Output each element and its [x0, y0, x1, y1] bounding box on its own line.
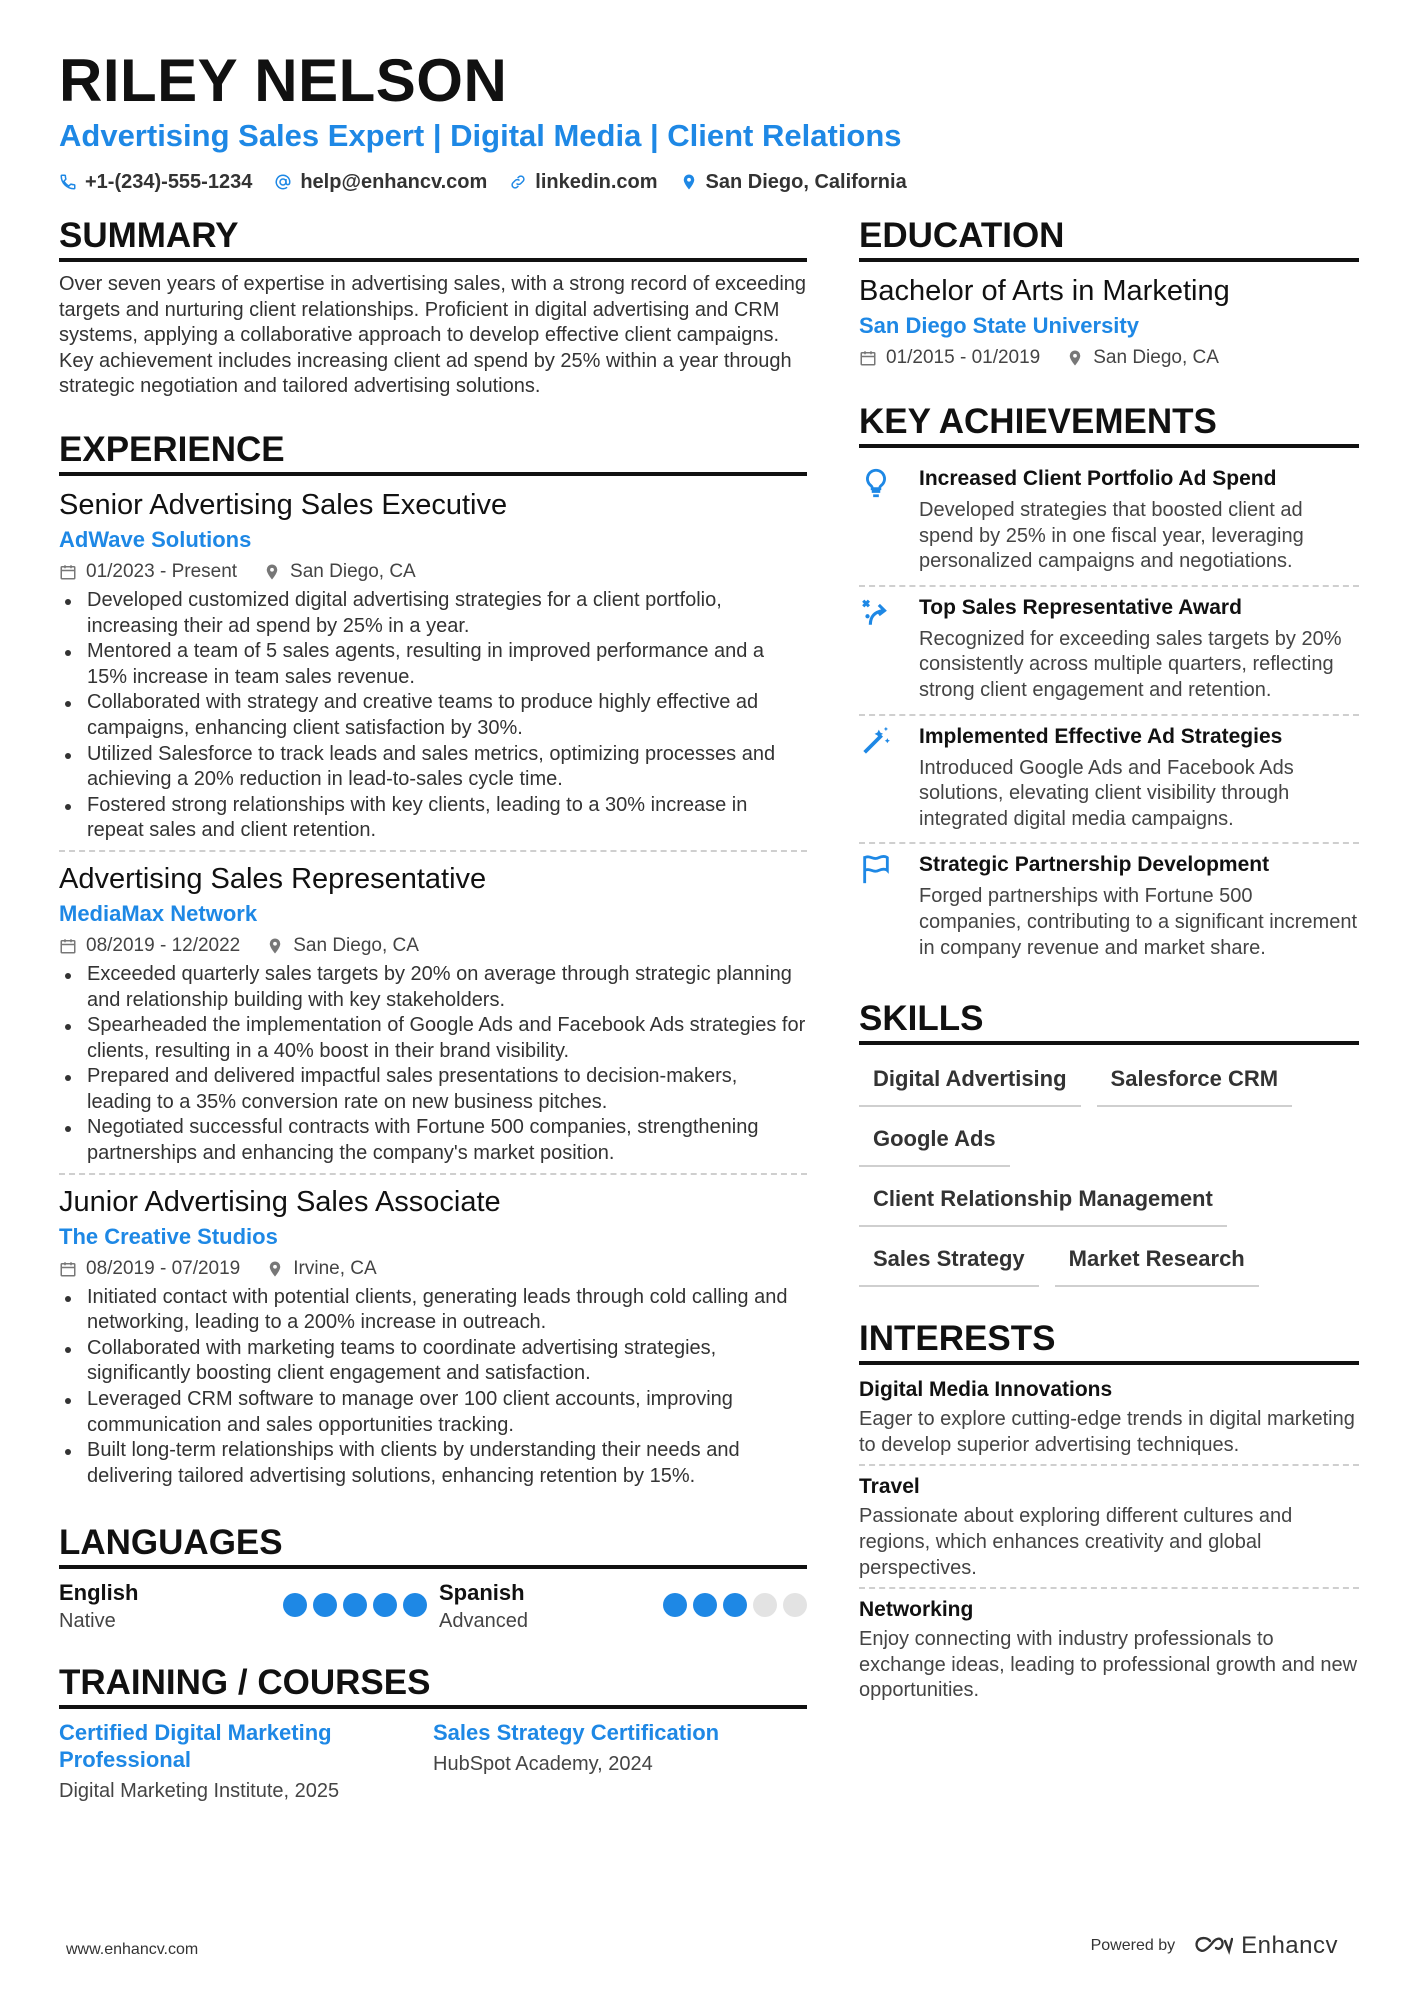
lightbulb-icon	[859, 466, 893, 500]
language-name: English	[59, 1580, 139, 1606]
achievement-item	[859, 458, 1359, 587]
calendar-icon	[59, 563, 77, 581]
job-location-text: Irvine, CA	[293, 1257, 377, 1279]
brand-name: Enhancv	[1241, 1932, 1338, 1959]
course-title: Certified Digital Marketing Professional	[59, 1720, 332, 1773]
achievement-title: Top Sales Representative Award	[919, 595, 1242, 619]
job-meta	[59, 558, 807, 586]
rating-dot-empty	[753, 1593, 777, 1617]
job-company: MediaMax Network	[59, 900, 258, 926]
candidate-headline: Advertising Sales Expert | Digital Media | Client Relations	[59, 118, 902, 153]
summary-text: Over seven years of expertise in advertising sales, with a strong record of exceeding targets and nurturing client relationships. Proficient in digital advertising and CRM systems, applying a collaborative approach to develop effective client campaigns. Key achievement includes increasing client ad spend by 25% within a year through strategic negotiation and tailored advertising solutions.	[59, 273, 807, 398]
location-pin-icon	[266, 1260, 284, 1278]
achievement-desc: Developed strategies that boosted client ad spend by 25% in one fiscal year, leveraging personalized campaigns and negotiations.	[919, 499, 1304, 573]
language-item	[433, 1579, 807, 1635]
rating-dot-filled	[723, 1593, 747, 1617]
link-icon	[509, 173, 527, 191]
footer-website[interactable]: www.enhancv.com	[66, 1941, 199, 1958]
achievement-desc: Introduced Google Ads and Facebook Ads solutions, elevating client visibility through integrated digital media campaigns.	[919, 756, 1294, 830]
course-provider: Digital Marketing Institute, 2025	[59, 1780, 340, 1803]
skills-section	[859, 997, 1359, 1287]
job-title: Senior Advertising Sales Executive	[59, 488, 508, 521]
achievements-title: KEY ACHIEVEMENTS	[859, 400, 1359, 448]
achievement-item	[859, 716, 1359, 845]
job-dates	[59, 558, 237, 586]
interest-title: Travel	[859, 1475, 920, 1499]
job-entry	[59, 1183, 807, 1496]
bullet-item: Collaborated with strategy and creative teams to produce highly effective ad campaigns, enhancing client satisfaction by 30%.	[59, 690, 807, 741]
job-entry	[59, 860, 807, 1175]
job-company: AdWave Solutions	[59, 526, 252, 552]
achievements-section	[859, 400, 1359, 971]
education-dates	[859, 344, 1040, 372]
summary-section	[59, 214, 807, 400]
training-section	[59, 1661, 807, 1805]
bullet-item: Spearheaded the implementation of Google Ads and Facebook Ads strategies for clients, resulting in a 40% boost in their brand visibility.	[59, 1013, 807, 1064]
language-level: Native	[59, 1610, 116, 1633]
contact-linkedin[interactable]	[509, 168, 657, 196]
job-location	[266, 932, 419, 960]
phone-icon	[59, 173, 77, 191]
skills-list	[859, 1055, 1359, 1287]
bullet-item: Initiated contact with potential clients, generating leads through cold calling and networking, leading to a 200% increase in outreach.	[59, 1285, 807, 1336]
skill-tag: Market Research	[1055, 1235, 1259, 1287]
interest-desc: Eager to explore cutting-edge trends in digital marketing to develop superior advertising techniques.	[859, 1408, 1355, 1456]
job-title: Junior Advertising Sales Associate	[59, 1185, 501, 1218]
education-dates-text: 01/2015 - 01/2019	[886, 347, 1041, 368]
job-dates-text: 08/2019 - 12/2022	[86, 934, 241, 956]
at-icon	[274, 173, 292, 191]
language-rating	[283, 1579, 427, 1635]
job-location	[263, 558, 416, 586]
bullet-item: Mentored a team of 5 sales agents, resulting in improved performance and a 15% increase in team sales revenue.	[59, 639, 807, 690]
enhancv-logo-icon	[1193, 1935, 1233, 1957]
job-location	[266, 1255, 376, 1283]
job-dates-text: 08/2019 - 07/2019	[86, 1257, 241, 1279]
rating-dot-filled	[693, 1593, 717, 1617]
language-rating	[663, 1579, 807, 1635]
interest-desc: Enjoy connecting with industry professionals to exchange ideas, leading to professional growth and new opportunities.	[859, 1628, 1358, 1702]
skill-tag: Client Relationship Management	[859, 1175, 1227, 1227]
skills-title: SKILLS	[859, 997, 1359, 1045]
calendar-icon	[859, 349, 877, 367]
rating-dot-filled	[663, 1593, 687, 1617]
course-provider: HubSpot Academy, 2024	[433, 1753, 653, 1776]
skill-tag: Digital Advertising	[859, 1055, 1081, 1107]
language-name: Spanish	[439, 1580, 525, 1606]
education-location	[1066, 344, 1219, 372]
job-meta	[59, 932, 807, 960]
job-entry	[59, 486, 807, 852]
location-pin-icon	[266, 937, 284, 955]
rating-dot-filled	[313, 1593, 337, 1617]
languages-section	[59, 1521, 807, 1635]
achievement-item	[859, 844, 1359, 971]
experience-section	[59, 428, 807, 1495]
education-meta	[859, 344, 1359, 372]
skill-tag: Salesforce CRM	[1097, 1055, 1293, 1107]
interest-item	[859, 1375, 1359, 1466]
education-degree: Bachelor of Arts in Marketing	[859, 275, 1230, 307]
achievement-item	[859, 587, 1359, 716]
flag-icon	[859, 852, 893, 886]
right-column	[859, 214, 1359, 1716]
job-dates-text: 01/2023 - Present	[86, 560, 238, 582]
achievement-desc: Recognized for exceeding sales targets by 20% consistently across multiple quarters, reflecting strong client engagement and retention.	[919, 627, 1342, 701]
course-title: Sales Strategy Certification	[433, 1720, 720, 1746]
rating-dot-filled	[403, 1593, 427, 1617]
training-title: TRAINING / COURSES	[59, 1661, 807, 1709]
rating-dot-filled	[373, 1593, 397, 1617]
education-section	[859, 214, 1359, 372]
course-item	[59, 1719, 433, 1805]
job-bullets	[59, 1285, 807, 1490]
footer-branding	[1091, 1932, 1338, 1960]
bullet-item: Exceeded quarterly sales targets by 20% on average through strategic planning and relationship building with key stakeholders.	[59, 962, 807, 1013]
contact-linkedin-text: linkedin.com	[535, 171, 658, 193]
bullet-item: Utilized Salesforce to track leads and sales metrics, optimizing processes and achieving a 20% reduction in lead-to-sales cycle time.	[59, 742, 807, 793]
achievement-title: Implemented Effective Ad Strategies	[919, 724, 1283, 748]
job-title: Advertising Sales Representative	[59, 862, 487, 895]
language-item	[59, 1579, 433, 1635]
job-dates	[59, 932, 240, 960]
contact-phone[interactable]	[59, 168, 252, 196]
brand-logo[interactable]	[1193, 1932, 1338, 1960]
job-location-text: San Diego, CA	[293, 934, 419, 956]
powered-by-text: Powered by	[1090, 1937, 1176, 1954]
left-column	[59, 214, 807, 1805]
skill-tag: Google Ads	[859, 1115, 1010, 1167]
achievement-desc: Forged partnerships with Fortune 500 companies, contributing to a significant increment in company revenue and market share.	[919, 885, 1358, 959]
education-title: EDUCATION	[859, 214, 1359, 262]
magic-wand-icon	[859, 724, 893, 758]
job-company: The Creative Studios	[59, 1223, 278, 1249]
calendar-icon	[59, 937, 77, 955]
languages-list	[59, 1579, 807, 1635]
interest-title: Digital Media Innovations	[859, 1378, 1113, 1402]
job-dates	[59, 1255, 240, 1283]
location-pin-icon	[680, 173, 698, 191]
rating-dot-filled	[343, 1593, 367, 1617]
bullet-item: Fostered strong relationships with key clients, leading to a 30% increase in repeat sales and client retention.	[59, 793, 807, 844]
summary-title: SUMMARY	[59, 214, 807, 262]
job-location-text: San Diego, CA	[290, 560, 416, 582]
languages-title: LANGUAGES	[59, 1521, 807, 1569]
course-item	[433, 1719, 807, 1805]
courses-list	[59, 1719, 807, 1805]
interests-title: INTERESTS	[859, 1317, 1359, 1365]
bullet-item: Prepared and delivered impactful sales presentations to decision-makers, leading to a 35% conversion rate on new business pitches.	[59, 1064, 807, 1115]
interest-item	[859, 1472, 1359, 1589]
contact-email[interactable]	[274, 168, 487, 196]
interests-section	[859, 1317, 1359, 1710]
location-pin-icon	[1066, 349, 1084, 367]
rating-dot-empty	[783, 1593, 807, 1617]
contact-phone-text: +1-(234)-555-1234	[85, 171, 253, 193]
bullet-item: Negotiated successful contracts with Fortune 500 companies, strengthening partnerships and enhancing the company's market position.	[59, 1115, 807, 1166]
strategy-arrow-icon	[859, 595, 893, 629]
interest-item	[859, 1595, 1359, 1710]
contact-location-text: San Diego, California	[705, 171, 907, 193]
language-level: Advanced	[439, 1610, 528, 1633]
education-school: San Diego State University	[859, 313, 1139, 338]
experience-title: EXPERIENCE	[59, 428, 807, 476]
job-bullets	[59, 962, 807, 1167]
education-location-text: San Diego, CA	[1093, 347, 1219, 368]
bullet-item: Collaborated with marketing teams to coordinate advertising strategies, significantly boosting client engagement and satisfaction.	[59, 1336, 807, 1387]
location-pin-icon	[263, 563, 281, 581]
candidate-name: RILEY NELSON	[59, 47, 508, 114]
bullet-item: Built long-term relationships with clients by understanding their needs and delivering tailored advertising solutions, enhancing retention by 15%.	[59, 1438, 807, 1489]
interest-desc: Passionate about exploring different cultures and regions, which enhances creativity and global perspectives.	[859, 1505, 1293, 1579]
job-meta	[59, 1255, 807, 1283]
contact-email-text: help@enhancv.com	[300, 171, 488, 193]
interest-title: Networking	[859, 1598, 974, 1622]
bullet-item: Developed customized digital advertising strategies for a client portfolio, increasing their ad spend by 25% in a year.	[59, 588, 807, 639]
contact-bar	[59, 168, 907, 196]
bullet-item: Leveraged CRM software to manage over 100 client accounts, improving communication and sales opportunities tracking.	[59, 1387, 807, 1438]
skill-tag: Sales Strategy	[859, 1235, 1039, 1287]
contact-location	[680, 168, 907, 196]
calendar-icon	[59, 1260, 77, 1278]
achievement-title: Increased Client Portfolio Ad Spend	[919, 467, 1277, 490]
rating-dot-filled	[283, 1593, 307, 1617]
job-bullets	[59, 588, 807, 844]
achievement-title: Strategic Partnership Development	[919, 853, 1270, 877]
